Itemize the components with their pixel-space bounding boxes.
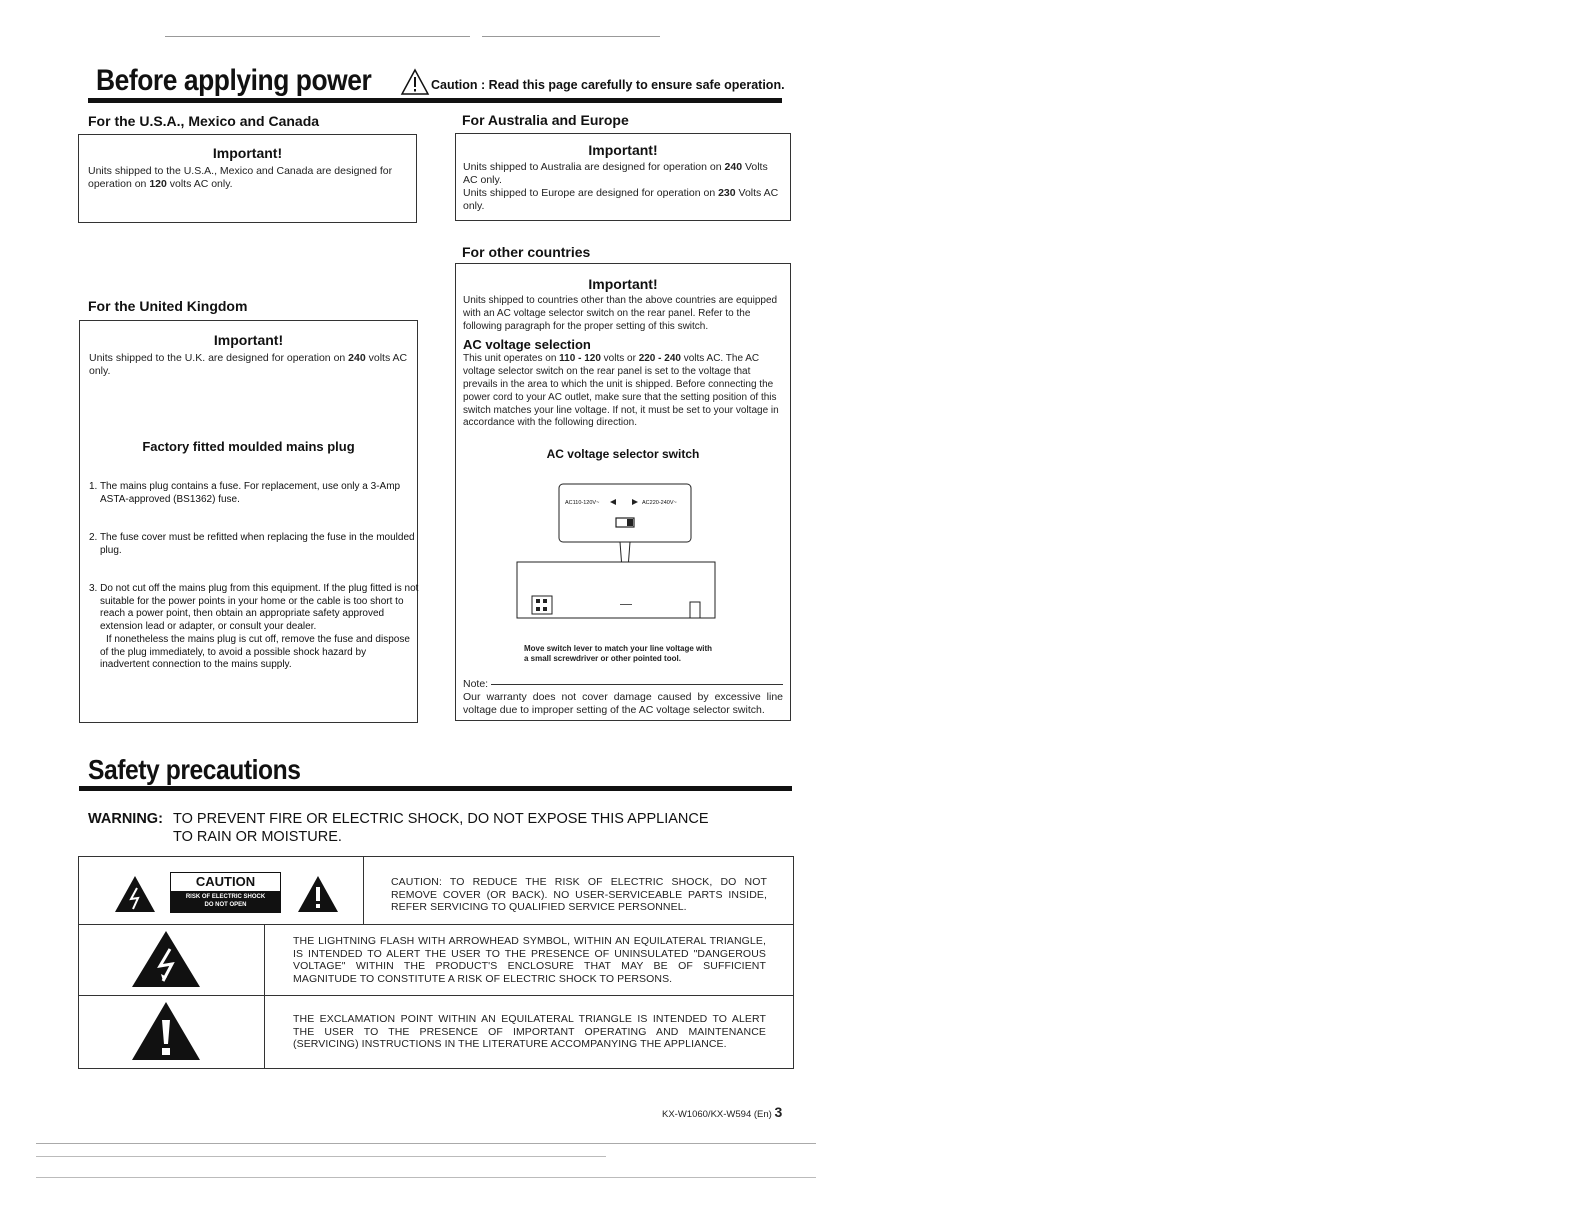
header-rule: [88, 98, 782, 103]
table-divider: [363, 856, 364, 925]
uk-text: Units shipped to the U.K. are designed for operation on 240 volts AC only.: [89, 352, 408, 377]
exclamation-text: THE EXCLAMATION POINT WITHIN AN EQUILATERAL TRIANGLE IS INTENDED TO ALERT THE USER TO THE PRESENCE OF IMPORTANT OPERATING AND MAINTENANCE (SERVICING) INSTRUCTIONS IN THE LITERATURE ACCOMPANYING THE APPLIANCE.: [293, 1013, 766, 1050]
important-label: Important!: [588, 276, 658, 292]
page-title: Before applying power: [96, 64, 372, 97]
lightning-triangle-icon: [130, 929, 202, 994]
lightning-text: THE LIGHTNING FLASH WITH ARROWHEAD SYMBOL, WITHIN AN EQUILATERAL TRIANGLE, IS INTENDED TO ALERT THE USER TO THE PRESENCE OF UNINSULATED "DANGEROUS VOLTAGE" WITHIN THE PRODUCT'S ENCLOSURE THAT MAY BE OF SUFFICIENT MAGNITUDE TO CONSTITUTE A RISK OF ELECTRIC SHOCK TO PERSONS.: [293, 935, 766, 985]
usa-important-box: [78, 134, 417, 223]
other-heading: For other countries: [462, 244, 591, 260]
exclamation-triangle-icon: [296, 874, 340, 919]
caution-note: Caution : Read this page carefully to ensure safe operation.: [431, 78, 785, 92]
exclamation-triangle-icon: [130, 1000, 202, 1067]
plug-item-3-extra: If nonetheless the mains plug is cut off, remove the fuse and dispose of the plug immediately, to avoid a possible shock hazard by inadvertent connection to the mains supply.: [100, 634, 410, 670]
caution-triangle-icon: [400, 68, 430, 101]
usa-text: Units shipped to the U.S.A., Mexico and Canada are designed for operation on 120 volts AC only.: [88, 165, 393, 190]
ac-switch-diagram: [516, 482, 726, 627]
scan-line-top: [165, 36, 470, 37]
diagram-caption: Move switch lever to match your line voltage with a small screwdriver or other pointed tool.: [524, 644, 713, 663]
scan-line-top: [482, 36, 660, 37]
caution-label-plate: [170, 872, 281, 913]
important-label: Important!: [588, 142, 658, 158]
europe-text: Units shipped to Europe are designed for operation on 230 Volts AC only.: [463, 187, 779, 212]
caution-text: CAUTION: TO REDUCE THE RISK OF ELECTRIC SHOCK, DO NOT REMOVE COVER (OR BACK). NO USER-SERVICEABLE PARTS INSIDE, REFER SERVICING TO QUALIFIED SERVICE PERSONNEL.: [391, 876, 767, 913]
footer-model: KX-W1060/KX-W594 (En) 3: [662, 1104, 783, 1120]
uk-important-box: [79, 320, 418, 723]
australia-text-1: Units shipped to Australia are designed for operation on 240 Volts AC only.: [463, 161, 768, 186]
table-divider: [78, 995, 794, 996]
plug-item-1: 1. The mains plug contains a fuse. For replacement, use only a 3-Amp ASTA-approved (BS1362) fuse.: [89, 481, 401, 505]
warranty-note: Note: Our warranty does not cover damage caused by excessive line voltage due to improper setting of the AC voltage selector switch.: [463, 678, 783, 716]
scan-line-bottom: [36, 1156, 606, 1157]
scan-line-bottom: [36, 1143, 816, 1144]
usa-heading: For the U.S.A., Mexico and Canada: [88, 113, 320, 129]
switch-label-left: AC110-120V~: [565, 500, 600, 506]
table-divider: [78, 924, 794, 925]
warning-label: WARNING:: [88, 811, 163, 827]
plug-item-3: 3. Do not cut off the mains plug from this equipment. If the plug fitted is not suitable for the power points in your home or the cable is too short to reach a power point, then obtain an appropriate safety approved extension lead or adapter, or consult your dealer.: [89, 583, 419, 632]
other-important-box: [455, 263, 791, 721]
safety-rule: [79, 786, 792, 791]
warning-line-1: TO PREVENT FIRE OR ELECTRIC SHOCK, DO NOT EXPOSE THIS APPLIANCE: [173, 811, 709, 827]
plug-heading: Factory fitted moulded mains plug: [142, 439, 355, 454]
plug-item-2: 2. The fuse cover must be refitted when replacing the fuse in the moulded plug.: [89, 532, 415, 556]
caution-sub: RISK OF ELECTRIC SHOCK DO NOT OPEN: [171, 891, 280, 912]
table-divider: [264, 924, 265, 1069]
important-label: Important!: [212, 145, 283, 161]
uk-heading: For the United Kingdom: [88, 298, 248, 314]
important-label: Important!: [213, 332, 284, 348]
australia-important-box: [455, 133, 791, 221]
switch-heading: AC voltage selector switch: [546, 447, 700, 462]
caution-label: CAUTION: [195, 874, 256, 889]
warning-line-2: TO RAIN OR MOISTURE.: [173, 829, 342, 845]
page-number: 3: [774, 1104, 783, 1120]
australia-heading: For Australia and Europe: [462, 112, 629, 128]
ac-selection-heading: AC voltage selection: [463, 337, 591, 353]
safety-title: Safety precautions: [88, 754, 301, 785]
lightning-triangle-icon: [113, 874, 157, 919]
switch-label-right: AC220-240V~: [642, 500, 677, 506]
scan-line-bottom: [36, 1177, 816, 1178]
ac-selection-text: This unit operates on 110 - 120 volts or 220 - 240 volts AC. The AC voltage selector switch on the rear panel is set to the voltage that prevails in the area to which the unit is shipped. Before connecting the power cord to your AC outlet, make sure that the setting position of this switch matches your line voltage. If not, it must be set to your voltage in accordance with the following direction.: [463, 353, 779, 429]
other-intro: Units shipped to countries other than the above countries are equipped with an AC voltage selector switch on the rear panel. Refer to the following paragraph for the proper setting of this switch.: [463, 295, 778, 332]
